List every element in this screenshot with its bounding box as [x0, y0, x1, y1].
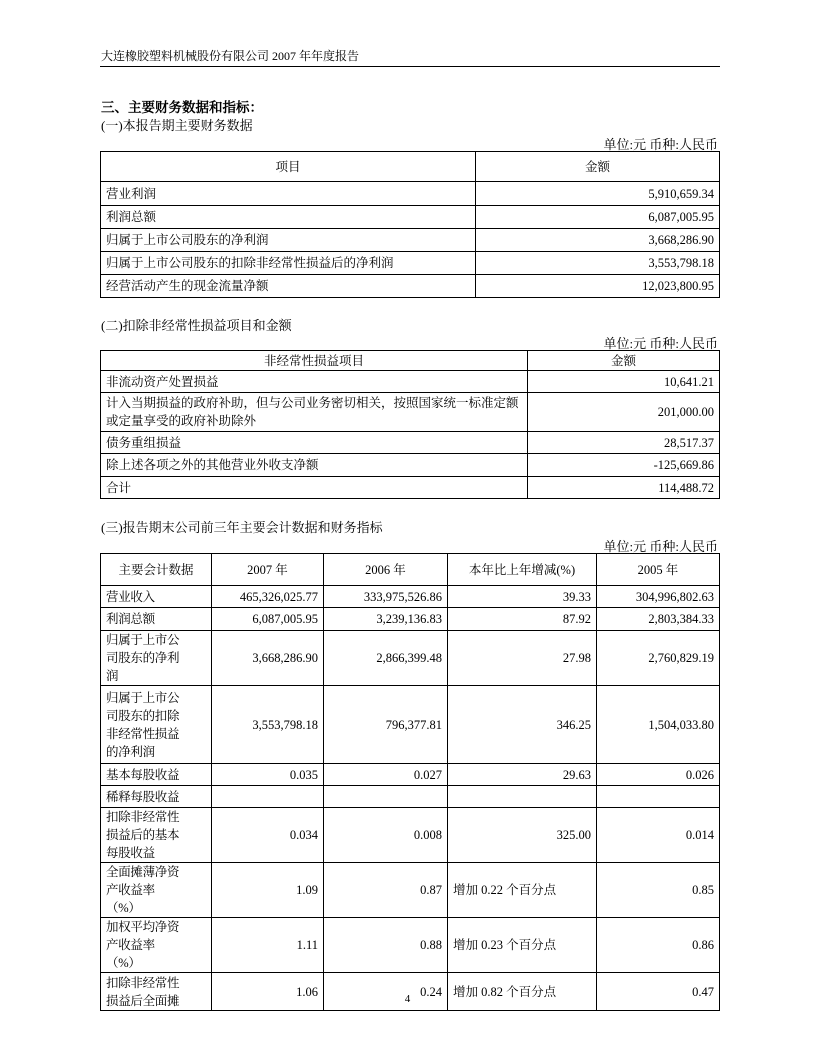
cell-value: 27.98	[448, 631, 597, 686]
cell-value: 1.09	[212, 863, 324, 918]
row-label-text: 归属于上市公司股东的扣除非经常性损益的净利润	[106, 690, 180, 759]
row-label: 经营活动产生的现金流量净额	[101, 275, 476, 298]
row-label-text: 基本每股收益	[106, 767, 180, 782]
table-row	[101, 371, 720, 393]
cell-value: 0.47	[597, 973, 720, 1011]
cell-value: 3,553,798.18	[212, 686, 324, 764]
cell-value: 1.06	[212, 973, 324, 1011]
running-header: 大连橡胶塑料机械股份有限公司 2007 年年度报告	[101, 49, 360, 63]
part1-title: (一)本报告期主要财务数据	[101, 118, 253, 133]
row-label	[101, 608, 212, 631]
row-label-text: 扣除非经常性损益后全面摊	[106, 975, 180, 1008]
cell-value: 333,975,526.86	[324, 586, 448, 608]
row-label-text: 加权平均净资产收益率（%）	[106, 920, 180, 970]
cell-value: 28,517.37	[528, 432, 720, 454]
table-row	[101, 206, 720, 229]
cell-value: 10,641.21	[528, 371, 720, 393]
cell-value: 29.63	[448, 764, 597, 786]
table-row	[101, 229, 720, 252]
table-row	[101, 608, 720, 631]
part2-title: (二)扣除非经常性损益项目和金额	[101, 318, 292, 333]
row-label: 营业利润	[101, 182, 476, 206]
cell-value: 0.88	[324, 918, 448, 973]
cell-value: 3,239,136.83	[324, 608, 448, 631]
cell-value	[324, 786, 448, 808]
row-label	[101, 918, 212, 973]
column-header: 项目	[101, 152, 476, 182]
cell-value: 114,488.72	[528, 477, 720, 499]
row-label	[101, 808, 212, 863]
row-label-text: 归属于上市公司股东的净利润	[106, 633, 180, 683]
cell-value	[448, 786, 597, 808]
row-label	[101, 764, 212, 786]
cell-value: 0.86	[597, 918, 720, 973]
table-row	[101, 863, 720, 918]
cell-value: 796,377.81	[324, 686, 448, 764]
table-row	[101, 808, 720, 863]
cell-value: 0.035	[212, 764, 324, 786]
row-label-text: 全面摊薄净资产收益率（%）	[106, 865, 180, 915]
row-label: 归属于上市公司股东的扣除非经常性损益后的净利润	[101, 252, 476, 275]
main-financial-data-table	[100, 151, 720, 298]
row-label: 除上述各项之外的其他营业外收支净额	[101, 454, 528, 477]
cell-value: 1,504,033.80	[597, 686, 720, 764]
cell-value: 0.87	[324, 863, 448, 918]
row-label: 归属于上市公司股东的净利润	[101, 229, 476, 252]
cell-value: -125,669.86	[528, 454, 720, 477]
row-label: 非流动资产处置损益	[101, 371, 528, 393]
cell-value: 2,803,384.33	[597, 608, 720, 631]
column-header: 主要会计数据	[101, 554, 212, 586]
cell-value: 6,087,005.95	[212, 608, 324, 631]
table-row	[101, 586, 720, 608]
cell-value: 39.33	[448, 586, 597, 608]
cell-value: 0.85	[597, 863, 720, 918]
row-label: 债务重组损益	[101, 432, 528, 454]
cell-value: 0.24	[324, 973, 448, 1011]
column-header: 金额	[476, 152, 720, 182]
table-row	[101, 275, 720, 298]
part3-title: (三)报告期末公司前三年主要会计数据和财务指标	[101, 520, 383, 535]
cell-value: 304,996,802.63	[597, 586, 720, 608]
cell-value: 346.25	[448, 686, 597, 764]
column-header: 2005 年	[597, 554, 720, 586]
table-row	[101, 686, 720, 764]
cell-value: 3,553,798.18	[476, 252, 720, 275]
table-row	[101, 631, 720, 686]
cell-value: 1.11	[212, 918, 324, 973]
table-row	[101, 432, 720, 454]
table-row	[101, 786, 720, 808]
table-row	[101, 477, 720, 499]
cell-value: 增加 0.23 个百分点	[448, 918, 597, 973]
table-row	[101, 182, 720, 206]
column-header: 2007 年	[212, 554, 324, 586]
table-row	[101, 393, 720, 432]
header-row	[101, 554, 720, 586]
section-title: 三、主要财务数据和指标：	[101, 100, 263, 115]
header-row	[101, 351, 720, 371]
non-recurring-items-table	[100, 350, 720, 499]
three-year-data-table	[100, 553, 720, 1011]
cell-value: 0.008	[324, 808, 448, 863]
row-label	[101, 863, 212, 918]
page-number: 4	[404, 993, 411, 1005]
column-header: 2006 年	[324, 554, 448, 586]
row-label-text: 利润总额	[106, 612, 155, 626]
cell-value: 2,866,399.48	[324, 631, 448, 686]
cell-value: 2,760,829.19	[597, 631, 720, 686]
table-row	[101, 764, 720, 786]
row-label-text: 扣除非经常性损益后的基本每股收益	[106, 810, 180, 860]
cell-value: 3,668,286.90	[212, 631, 324, 686]
column-header: 本年比上年增减(%)	[448, 554, 597, 586]
cell-value	[597, 786, 720, 808]
column-header: 金额	[528, 351, 720, 371]
cell-value: 6,087,005.95	[476, 206, 720, 229]
cell-value: 87.92	[448, 608, 597, 631]
part2-unit: 单位:元 币种:人民币	[603, 336, 718, 351]
table-row	[101, 252, 720, 275]
cell-value: 325.00	[448, 808, 597, 863]
header-divider	[100, 66, 720, 67]
header-row	[101, 152, 720, 182]
cell-value: 12,023,800.95	[476, 275, 720, 298]
part3-unit: 单位:元 币种:人民币	[603, 539, 718, 554]
row-label: 合计	[101, 477, 528, 499]
cell-value: 201,000.00	[528, 393, 720, 432]
table-row	[101, 918, 720, 973]
row-label: 利润总额	[101, 206, 476, 229]
table-row	[101, 454, 720, 477]
row-label	[101, 786, 212, 808]
row-label-text: 营业收入	[106, 589, 155, 604]
part1-unit: 单位:元 币种:人民币	[603, 137, 718, 152]
cell-value	[212, 786, 324, 808]
row-label	[101, 631, 212, 686]
row-label	[101, 586, 212, 608]
cell-value: 5,910,659.34	[476, 182, 720, 206]
column-header: 非经常性损益项目	[101, 351, 528, 371]
cell-value: 3,668,286.90	[476, 229, 720, 252]
row-label	[101, 686, 212, 764]
cell-value: 0.027	[324, 764, 448, 786]
cell-value: 增加 0.22 个百分点	[448, 863, 597, 918]
cell-value: 增加 0.82 个百分点	[448, 973, 597, 1011]
row-label: 计入当期损益的政府补助，但与公司业务密切相关，按照国家统一标准定额或定量享受的政府补助除外	[101, 393, 528, 432]
cell-value: 0.034	[212, 808, 324, 863]
cell-value: 0.014	[597, 808, 720, 863]
row-label-text: 稀释每股收益	[106, 789, 180, 804]
cell-value: 465,326,025.77	[212, 586, 324, 608]
cell-value: 0.026	[597, 764, 720, 786]
